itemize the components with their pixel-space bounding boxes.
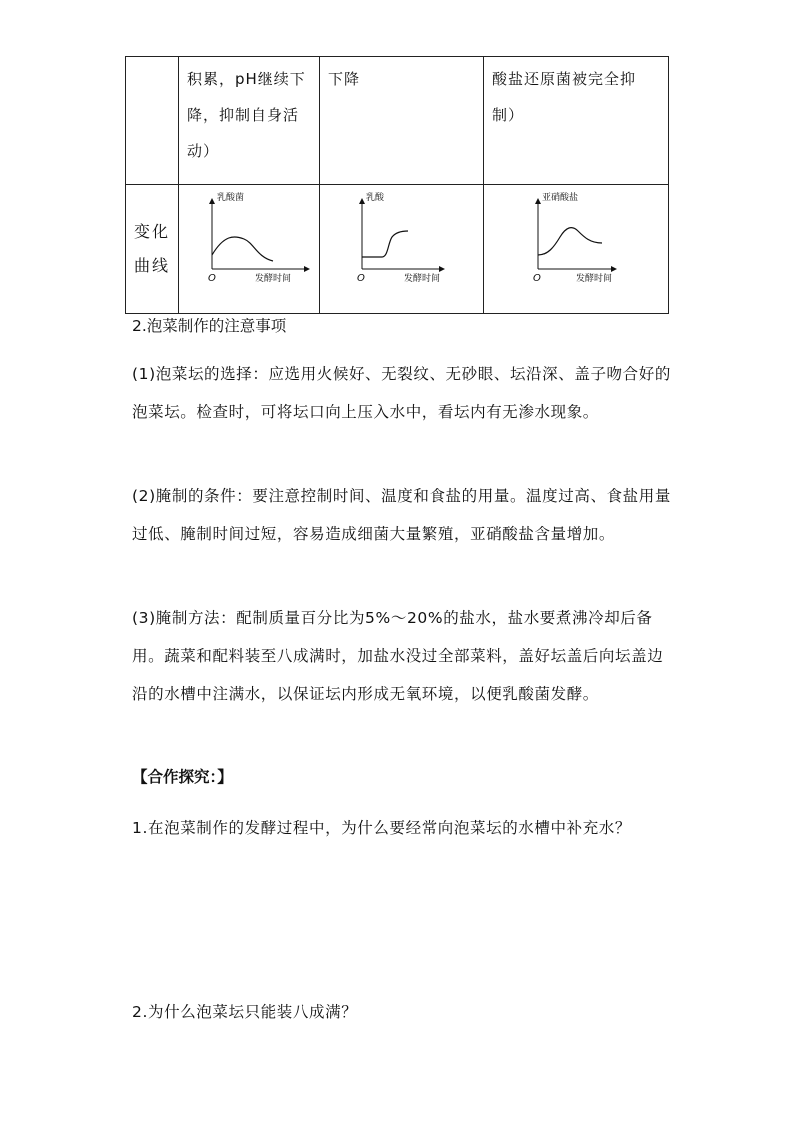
lactobacillus-curve-cell	[179, 185, 320, 314]
lactic-acid-curve-cell	[320, 185, 484, 314]
point-paragraph: (2)腌制的条件：要注意控制时间、温度和食盐的用量。温度过高、食盐用量过低、腌制时间过短，容易造成细菌大量繁殖，亚硝酸盐含量增加。	[132, 487, 671, 543]
lactic-acid-curve	[362, 231, 408, 257]
section-title: 2.泡菜制作的注意事项	[132, 317, 287, 335]
cooperative-title: 【合作探究：】	[132, 768, 233, 786]
fermentation-table	[125, 56, 669, 314]
point-paragraph: (3)腌制方法：配制质量百分比为5%～20%的盐水，盐水要煮沸冷却后备用。蔬菜和配料装至八成满时，加盐水没过全部菜料，盖好坛盖后向坛盖边沿的水槽中注满水，以保证坛内形成无氧环境，以便乳酸菌发酵。	[132, 609, 664, 703]
y-axis-label: 乳酸菌	[217, 193, 245, 203]
table-cell-empty	[126, 57, 179, 185]
question-2: 2.为什么泡菜坛只能装八成满？	[132, 1003, 358, 1021]
y-axis-label: 亚硝酸盐	[542, 193, 579, 203]
x-axis-label: 发酵时间	[404, 274, 441, 284]
table-cell: 下降	[320, 57, 484, 185]
nitrite-curve	[538, 228, 602, 255]
nitrite-curve-chart	[484, 185, 669, 313]
table-row	[126, 57, 669, 185]
origin-label: O	[533, 273, 541, 284]
nitrite-curve-cell	[484, 185, 669, 314]
x-axis-label: 发酵时间	[255, 274, 292, 284]
curve-label-cell	[126, 185, 179, 314]
point-paragraph: (1)泡菜坛的选择：应选用火候好、无裂纹、无砂眼、坛沿深、盖子吻合好的泡菜坛。检查时，可将坛口向上压入水中，看坛内有无渗水现象。	[132, 365, 671, 421]
question-1: 1.在泡菜制作的发酵过程中，为什么要经常向泡菜坛的水槽中补充水？	[132, 819, 631, 837]
origin-label: O	[357, 273, 365, 284]
table-cell: 积累，pH继续下降，抑制自身活动）	[179, 57, 320, 185]
lactic-acid-curve-chart	[320, 185, 484, 313]
lactobacillus-curve-chart	[179, 185, 320, 313]
y-axis-label: 乳酸	[366, 193, 385, 203]
table-cell: 酸盐还原菌被完全抑制）	[484, 57, 669, 185]
curve-label: 变化曲线	[134, 222, 171, 275]
x-axis-label: 发酵时间	[576, 274, 613, 284]
origin-label: O	[208, 273, 216, 284]
table-row	[126, 185, 669, 314]
lactobacillus-curve	[212, 237, 273, 261]
